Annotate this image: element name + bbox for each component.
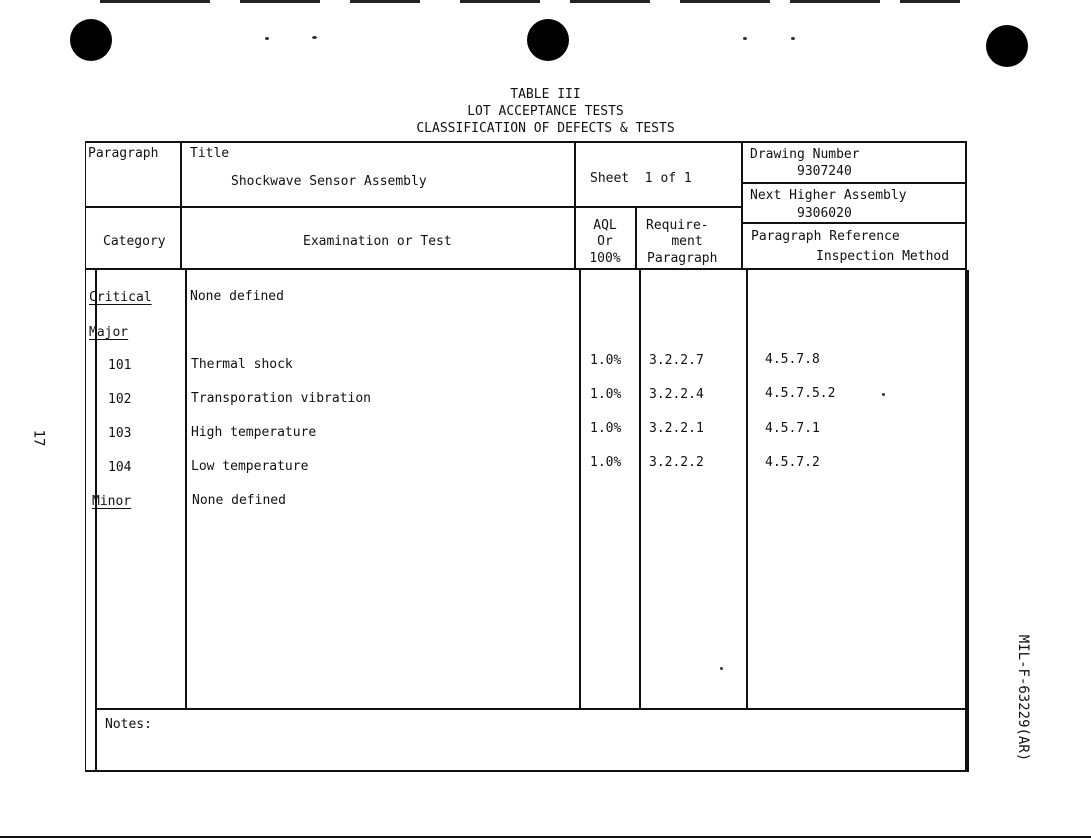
aql-label-line2: Or bbox=[597, 234, 613, 249]
row-inspection-method: 4.5.7.8 bbox=[765, 352, 820, 367]
major-label: Major bbox=[89, 325, 129, 340]
aql-label-line3: 100% bbox=[589, 251, 621, 266]
drawing-number-label: Drawing Number bbox=[750, 147, 860, 162]
category-label: Category bbox=[103, 234, 166, 249]
row-aql: 1.0% bbox=[590, 353, 622, 368]
table-caption-line1: TABLE III bbox=[510, 87, 581, 102]
scan-edge bbox=[350, 0, 420, 3]
column-divider bbox=[180, 141, 182, 270]
column-divider bbox=[185, 268, 187, 710]
column-divider bbox=[574, 141, 576, 270]
next-higher-assembly-label: Next Higher Assembly bbox=[750, 188, 907, 203]
aql-label-line1: AQL bbox=[593, 218, 617, 233]
requirement-label-line3: Paragraph bbox=[647, 251, 718, 266]
row-number: 102 bbox=[108, 392, 132, 407]
scan-edge bbox=[460, 0, 540, 3]
row-requirement: 3.2.2.7 bbox=[649, 353, 704, 368]
page-number: 17 bbox=[30, 429, 47, 447]
punch-hole bbox=[986, 25, 1028, 67]
row-number: 101 bbox=[108, 358, 132, 373]
scan-edge bbox=[240, 0, 320, 3]
drawing-number: 9307240 bbox=[797, 164, 852, 179]
examination-label: Examination or Test bbox=[303, 234, 452, 249]
inspection-method-label: Inspection Method bbox=[816, 249, 950, 264]
table-caption-line3: CLASSIFICATION OF DEFECTS & TESTS bbox=[416, 121, 675, 136]
table-caption-line2: LOT ACCEPTANCE TESTS bbox=[467, 104, 624, 119]
scan-speck bbox=[743, 37, 747, 40]
row-inspection-method: 4.5.7.2 bbox=[765, 455, 820, 470]
punch-hole bbox=[70, 19, 112, 61]
scan-speck bbox=[791, 37, 795, 40]
column-divider bbox=[741, 141, 743, 270]
scan-edge bbox=[570, 0, 650, 3]
row-requirement: 3.2.2.1 bbox=[649, 421, 704, 436]
row-requirement: 3.2.2.2 bbox=[649, 455, 704, 470]
row-aql: 1.0% bbox=[590, 455, 622, 470]
row-inspection-method: 4.5.7.1 bbox=[765, 421, 820, 436]
row-test: Low temperature bbox=[191, 459, 309, 474]
critical-label: Critical bbox=[89, 290, 152, 305]
title-value: Shockwave Sensor Assembly bbox=[231, 174, 427, 189]
row-aql: 1.0% bbox=[590, 421, 622, 436]
row-requirement: 3.2.2.4 bbox=[649, 387, 704, 402]
requirement-label-line1: Require- bbox=[646, 218, 709, 233]
column-divider bbox=[579, 268, 581, 710]
table-border bbox=[95, 270, 97, 772]
document-id: MIL-F-63229(AR) bbox=[1015, 634, 1032, 762]
paragraph-label: Paragraph bbox=[88, 146, 159, 161]
critical-value: None defined bbox=[190, 289, 284, 304]
scan-edge bbox=[100, 0, 210, 3]
scan-speck bbox=[312, 36, 317, 39]
punch-hole bbox=[527, 19, 569, 61]
table-border bbox=[967, 270, 969, 772]
row-aql: 1.0% bbox=[590, 387, 622, 402]
minor-label: Minor bbox=[92, 494, 132, 509]
title-label: Title bbox=[190, 146, 230, 161]
header-bottom-line bbox=[85, 268, 967, 270]
scan-edge bbox=[790, 0, 880, 3]
scan-edge bbox=[900, 0, 960, 3]
requirement-label-line2: ment bbox=[671, 234, 703, 249]
row-test: High temperature bbox=[191, 425, 317, 440]
row-test: Transporation vibration bbox=[191, 391, 372, 406]
scan-edge bbox=[680, 0, 770, 3]
minor-value: None defined bbox=[192, 493, 286, 508]
row-number: 103 bbox=[108, 426, 132, 441]
header-divider bbox=[85, 206, 743, 208]
scan-speck bbox=[265, 37, 269, 40]
row-number: 104 bbox=[108, 460, 132, 475]
row-test: Thermal shock bbox=[191, 357, 293, 372]
header-divider bbox=[743, 222, 967, 224]
header-divider bbox=[743, 182, 967, 184]
notes-divider bbox=[95, 708, 969, 710]
column-divider bbox=[746, 268, 748, 710]
paragraph-reference-label: Paragraph Reference bbox=[751, 229, 900, 244]
sheet-info: Sheet 1 of 1 bbox=[590, 171, 692, 186]
row-inspection-method: 4.5.7.5.2 bbox=[765, 386, 836, 401]
notes-label: Notes: bbox=[105, 717, 152, 732]
next-higher-assembly-number: 9306020 bbox=[797, 206, 852, 221]
column-divider bbox=[639, 268, 641, 710]
